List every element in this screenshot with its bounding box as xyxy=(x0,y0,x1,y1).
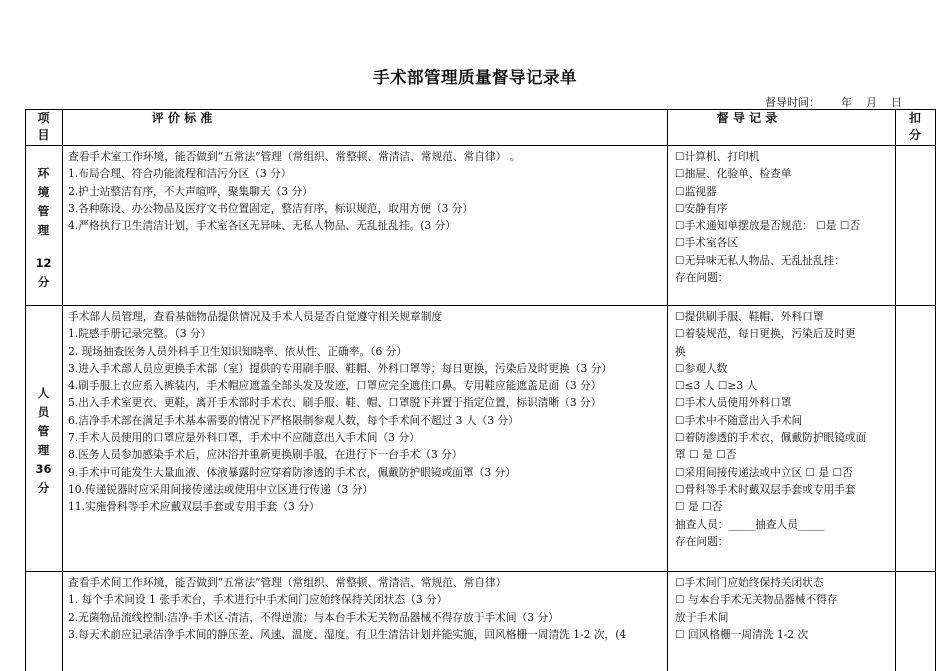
record-line: ☐参观人数 xyxy=(675,361,728,375)
record-line: 存在问题： xyxy=(675,271,729,285)
criteria-line: 3.各种陈设、办公物品及医疗文书位置固定，整洁有序，标识规范，取用方便（3 分） xyxy=(68,201,474,215)
category-char: 人 xyxy=(37,386,50,400)
record-line: 罩 ☐ 是 ☐否 xyxy=(675,448,737,462)
criteria-line: 3.每天术前应记录洁净手术间的静压差、风速、温度、湿度。有卫生清洁计划并能实施，回风格栅一周清洗 1-2 次，(4 xyxy=(68,627,627,641)
record-line: ☐提供刷手服、鞋帽、外科口罩 xyxy=(675,310,824,323)
record-line: ☐ 回风格栅一周清洗 1-2 次 xyxy=(675,627,809,641)
criteria-line: 4.严格执行卫生清洁计划，手术室各区无异味、无私人物品、无乱扯乱挂。(3 分） xyxy=(68,219,456,233)
criteria-line: 11.实施骨科等手术应戴双层手套或专用手套（3 分） xyxy=(68,500,320,514)
record-line: ☐采用间接传递法或中立区 ☐ 是 ☐否 xyxy=(675,465,853,479)
criteria-line: 4.刷手服上衣应系入裤装内，手术帽应遮盖全部头发及发迹，口罩应完全遮住口鼻。专用鞋应能遮盖足面（3 分） xyxy=(68,379,602,393)
record-personnel xyxy=(675,308,893,550)
criteria-line: 2.无菌物品流线控制:洁净-手术区-清洁，不得逆流；与本台手术无关物品器械不得存放于手术间（3 分） xyxy=(68,610,559,624)
category-environment xyxy=(25,164,62,292)
category-spacer xyxy=(25,240,62,254)
record-environment xyxy=(675,148,893,286)
header-deduct-line: 扣 xyxy=(908,111,921,125)
header-item-line: 项 xyxy=(37,111,50,125)
criteria-line: 查看手术间工作环境，能否做到“五常法”管理（常组织、常整顿、常清洁、常规范、常自律） xyxy=(68,576,507,589)
record-line: ☐手术室各区 xyxy=(675,236,739,250)
column-divider xyxy=(62,109,63,671)
column-divider xyxy=(935,109,936,671)
supervision-table xyxy=(25,109,937,671)
record-line: ☐ 是 ☐否 xyxy=(675,500,723,514)
row-divider xyxy=(25,571,936,572)
form-title: 手术部管理质量督导记录单 xyxy=(373,68,577,87)
inspection-date: 督导时间： 年 月 日 xyxy=(765,96,902,109)
record-line: 存在问题： xyxy=(675,534,729,548)
record-line: ☐骨科等手术时戴双层手套或专用手套 xyxy=(675,482,856,496)
criteria-line: 5.出入手术室更衣、更鞋，离开手术部时手术衣、刷手服、鞋、帽、口罩脱下并置于指定位置，标识清晰（3 分） xyxy=(68,396,602,410)
criteria-personnel xyxy=(68,308,668,516)
record-line: ☐安静有序 xyxy=(675,201,728,215)
criteria-line: 1. 每个手术间设 1 张手术台，手术进行中手术间门应始终保持关闭状态（3 分） xyxy=(68,593,448,607)
column-divider xyxy=(895,109,896,671)
record-line: ☐手术人员使用外科口罩 xyxy=(675,396,792,410)
category-score: 36 xyxy=(35,462,52,476)
criteria-line: 2.护士站整洁有序，不大声喧哗，聚集聊天（3 分） xyxy=(68,184,313,198)
row-divider xyxy=(25,145,936,146)
record-line: ☐ 与本台手术无关物品器械不得存 xyxy=(675,593,838,607)
record-line: ☐抽屉、化验单、检查单 xyxy=(675,167,792,181)
record-line: 换 xyxy=(675,344,686,358)
category-score: 12 xyxy=(35,256,52,270)
record-line: 抽查人员：_____抽查人员_____ xyxy=(675,517,825,531)
criteria-line: 8.医务人员参加感染手术后，应沐浴并重新更换刷手服，在进行下一台手术（3 分） xyxy=(68,448,463,462)
record-line: ☐监视器 xyxy=(675,184,717,198)
criteria-operating-room xyxy=(68,574,668,643)
category-char: 环 xyxy=(37,166,50,180)
criteria-environment xyxy=(68,148,668,234)
category-personnel xyxy=(25,384,62,498)
row-divider xyxy=(25,305,936,306)
header-record: 督 导 记 录 xyxy=(716,111,778,125)
header-item-line: 目 xyxy=(37,128,50,142)
category-char: 理 xyxy=(37,223,50,237)
criteria-line: 10.传递锐器时应采用间接传递法或使用中立区进行传递（3 分） xyxy=(68,482,374,496)
record-line: ☐手术间门应始终保持关闭状态 xyxy=(675,576,824,589)
record-line: ☐手术中不随意出入手术间 xyxy=(675,413,803,427)
record-line: ☐着防渗透的手术衣，佩戴防护眼镜或面 xyxy=(675,431,867,445)
record-operating-room xyxy=(675,574,893,643)
record-line: ☐≤3 人 ☐≥3 人 xyxy=(675,379,758,393)
record-line: ☐手术通知单摆放是否规范： ☐是 ☐否 xyxy=(675,219,861,233)
criteria-line: 6.洁净手术部在满足手术基本需要的情况下严格限制参观人数，每个手术间不超过 3 人（3 分） xyxy=(68,413,519,427)
header-deduct xyxy=(895,110,935,144)
record-line: 放于手术间 xyxy=(675,610,729,624)
header-item xyxy=(25,110,62,144)
criteria-line: 1.布局合理、符合功能流程和洁污分区（3 分） xyxy=(68,167,292,181)
criteria-line: 1.院感手册记录完整。（3 分） xyxy=(68,327,212,341)
record-line: ☐着装规范，每日更换，污染后及时更 xyxy=(675,327,856,341)
category-char: 境 xyxy=(37,185,50,199)
category-char: 员 xyxy=(37,405,50,419)
category-char: 分 xyxy=(37,275,50,289)
criteria-line: 3.进入手术部人员应更换手术部（室）提供的专用刷手服、鞋帽、外科口罩等；每日更换，污染后及时更换（3 分） xyxy=(68,361,613,375)
record-line: ☐计算机、打印机 xyxy=(675,150,760,163)
criteria-line: 手术部人员管理，查看基础物品提供情况及手术人员是否自觉遵守相关规章制度 xyxy=(68,310,443,323)
criteria-line: 9.手术中可能发生大量血液、体液暴露时应穿着防渗透的手术衣，佩戴防护眼镜或面罩（3 分） xyxy=(68,465,516,479)
header-deduct-line: 分 xyxy=(908,128,921,142)
record-line: ☐无异味无私人物品、无乱扯乱挂： xyxy=(675,253,845,267)
category-char: 管 xyxy=(37,204,50,218)
header-criteria: 评 价 标 准 xyxy=(151,111,213,125)
criteria-line: 查看手术室工作环境，能否做到“五常法”管理（常组织、常整顿、常清洁、常规范、常自律） 。 xyxy=(68,150,521,163)
criteria-line: 2. 现场抽查医务人员外科手卫生知识知晓率、依从性、正确率。（6 分） xyxy=(68,344,408,358)
category-char: 分 xyxy=(37,481,50,495)
category-char: 理 xyxy=(37,443,50,457)
category-char: 管 xyxy=(37,424,50,438)
criteria-line: 7.手术人员使用的口罩应是外科口罩，手术中不应随意出入手术间（3 分） xyxy=(68,431,420,445)
